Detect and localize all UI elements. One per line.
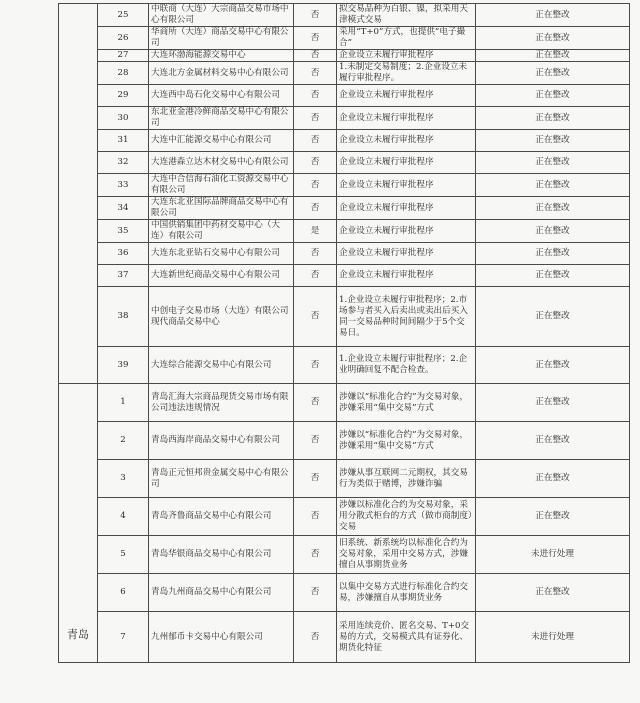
region-cell: 青岛	[59, 384, 98, 663]
issue-cell: 1.未制定交易制度；2.企业设立未履行审批程序。	[337, 62, 476, 85]
num-cell: 34	[98, 197, 149, 220]
flag-cell: 否	[294, 243, 337, 265]
status-cell: 正在整改	[476, 287, 630, 347]
status-cell: 正在整改	[476, 265, 630, 287]
num-cell: 3	[98, 460, 149, 498]
issue-cell: 企业设立未履行审批程序	[337, 85, 476, 107]
flag-cell: 否	[294, 422, 337, 460]
num-cell: 2	[98, 422, 149, 460]
flag-cell: 否	[294, 27, 337, 50]
name-cell: 九州郁币卡交易中心有限公司	[149, 612, 294, 663]
table-row	[59, 220, 630, 243]
status-cell: 正在整改	[476, 384, 630, 422]
name-cell: 大连中合信海石油化工资源交易中心有限公司	[149, 174, 294, 197]
name-cell: 中国供销集团中药材交易中心（大连）有限公司	[149, 220, 294, 243]
table-row	[59, 536, 630, 574]
flag-cell: 否	[294, 498, 337, 536]
num-cell: 26	[98, 27, 149, 50]
status-cell: 正在整改	[476, 422, 630, 460]
num-cell: 39	[98, 347, 149, 384]
table-row	[59, 243, 630, 265]
flag-cell: 否	[294, 152, 337, 174]
status-cell: 正在整改	[476, 498, 630, 536]
table-row	[59, 27, 630, 50]
status-cell: 正在整改	[476, 130, 630, 152]
num-cell: 31	[98, 130, 149, 152]
table-row	[59, 197, 630, 220]
issue-cell: 1.企业设立未履行审批程序；2.市场参与者买入后卖出或卖出后买入同一交易品种时间间隔少于5个交易日。	[337, 287, 476, 347]
num-cell: 35	[98, 220, 149, 243]
name-cell: 大连东北亚钻石交易中心有限公司	[149, 243, 294, 265]
table-row	[59, 152, 630, 174]
issue-cell: 企业设立未履行审批程序	[337, 174, 476, 197]
status-cell: 正在整改	[476, 347, 630, 384]
status-cell: 正在整改	[476, 460, 630, 498]
flag-cell: 否	[294, 107, 337, 130]
flag-cell: 是	[294, 220, 337, 243]
name-cell: 中联商（大连）大宗商品交易市场中心有限公司	[149, 4, 294, 27]
table-row	[59, 174, 630, 197]
flag-cell: 否	[294, 287, 337, 347]
issue-cell: 企业设立未履行审批程序	[337, 50, 476, 62]
exchange-rectification-table	[58, 3, 630, 663]
flag-cell: 否	[294, 612, 337, 663]
table-row	[59, 85, 630, 107]
num-cell: 30	[98, 107, 149, 130]
status-cell: 正在整改	[476, 174, 630, 197]
num-cell: 28	[98, 62, 149, 85]
issue-cell: 企业设立未履行审批程序	[337, 265, 476, 287]
status-cell: 正在整改	[476, 27, 630, 50]
num-cell: 27	[98, 50, 149, 62]
table-row	[59, 4, 630, 27]
flag-cell: 否	[294, 174, 337, 197]
name-cell: 青岛汇海大宗商品现货交易市场有限公司违法违规情况	[149, 384, 294, 422]
status-cell: 正在整改	[476, 220, 630, 243]
num-cell: 38	[98, 287, 149, 347]
issue-cell: 涉嫌从事互联网二元期权，其交易行为类似于赌博，涉嫌诈骗	[337, 460, 476, 498]
table-row	[59, 574, 630, 612]
table-row	[59, 62, 630, 85]
flag-cell: 否	[294, 384, 337, 422]
flag-cell: 否	[294, 62, 337, 85]
table-row	[59, 107, 630, 130]
flag-cell: 否	[294, 536, 337, 574]
issue-cell: 采用连续竞价、匿名交易、T+0交易的方式，交易模式具有证券化、期货化特征	[337, 612, 476, 663]
name-cell: 大连北方金属材料交易中心有限公司	[149, 62, 294, 85]
status-cell: 正在整改	[476, 197, 630, 220]
issue-cell: 企业设立未履行审批程序	[337, 243, 476, 265]
num-cell: 5	[98, 536, 149, 574]
name-cell: 大连东北亚国际品牌商品交易中心有限公司	[149, 197, 294, 220]
name-cell: 青岛西海岸商品交易中心有限公司	[149, 422, 294, 460]
name-cell: 大连环渤海能源交易中心	[149, 50, 294, 62]
name-cell: 东北亚金港冷鲜商品交易中心有限公司	[149, 107, 294, 130]
flag-cell: 否	[294, 197, 337, 220]
issue-cell: 1.企业设立未履行审批程序；2.企业明确回复不配合检查。	[337, 347, 476, 384]
table-row	[59, 287, 630, 347]
issue-cell: 企业设立未履行审批程序	[337, 130, 476, 152]
status-cell: 正在整改	[476, 152, 630, 174]
flag-cell: 否	[294, 50, 337, 62]
name-cell: 青岛九州商品交易中心有限公司	[149, 574, 294, 612]
status-cell: 未进行处理	[476, 536, 630, 574]
table-row	[59, 384, 630, 422]
issue-cell: 旧系统、新系统均以标准化合约为交易对象，采用中交易方式，涉嫌擅自从事期货业务	[337, 536, 476, 574]
table-row	[59, 422, 630, 460]
issue-cell: 以集中交易方式进行标准化合约交易，涉嫌擅自从事期货业务	[337, 574, 476, 612]
table-row	[59, 265, 630, 287]
issue-cell: 企业设立未履行审批程序	[337, 197, 476, 220]
name-cell: 大连西中岛石化交易中心有限公司	[149, 85, 294, 107]
num-cell: 25	[98, 4, 149, 27]
flag-cell: 否	[294, 85, 337, 107]
num-cell: 1	[98, 384, 149, 422]
table-row	[59, 498, 630, 536]
issue-cell: 拟交易品种为白银、镍，拟采用天津模式交易	[337, 4, 476, 27]
name-cell: 大连新世纪商品交易中心有限公司	[149, 265, 294, 287]
region-cell	[59, 4, 98, 384]
issue-cell: 采用“T+0”方式，也提供“电子撮合”	[337, 27, 476, 50]
issue-cell: 涉嫌以“标准化合约”为交易对象，涉嫌采用“集中交易”方式	[337, 422, 476, 460]
flag-cell: 否	[294, 265, 337, 287]
num-cell: 37	[98, 265, 149, 287]
issue-cell: 企业设立未履行审批程序	[337, 152, 476, 174]
num-cell: 6	[98, 574, 149, 612]
table-row	[59, 50, 630, 62]
name-cell: 青岛正元恒邦贵金属交易中心有限公司	[149, 460, 294, 498]
name-cell: 中创电子交易市场（大连）有限公司现代商品交易中心	[149, 287, 294, 347]
num-cell: 32	[98, 152, 149, 174]
table-row	[59, 612, 630, 663]
status-cell: 正在整改	[476, 243, 630, 265]
name-cell: 青岛华银商品交易中心有限公司	[149, 536, 294, 574]
name-cell: 大连中汇能源交易中心有限公司	[149, 130, 294, 152]
name-cell: 华商所（大连）商品交易中心有限公司	[149, 27, 294, 50]
issue-cell: 涉嫌以“标准化合约”为交易对象，涉嫌采用“集中交易”方式	[337, 384, 476, 422]
table-row	[59, 347, 630, 384]
flag-cell: 否	[294, 130, 337, 152]
status-cell: 正在整改	[476, 62, 630, 85]
issue-cell: 企业设立未履行审批程序	[337, 107, 476, 130]
name-cell: 青岛齐鲁商品交易中心有限公司	[149, 498, 294, 536]
num-cell: 33	[98, 174, 149, 197]
status-cell: 未进行处理	[476, 612, 630, 663]
status-cell: 正在整改	[476, 50, 630, 62]
name-cell: 大连综合能源交易中心有限公司	[149, 347, 294, 384]
flag-cell: 否	[294, 4, 337, 27]
table-row	[59, 460, 630, 498]
num-cell: 4	[98, 498, 149, 536]
flag-cell: 否	[294, 574, 337, 612]
status-cell: 正在整改	[476, 574, 630, 612]
num-cell: 36	[98, 243, 149, 265]
name-cell: 大连港森立达木材交易中心有限公司	[149, 152, 294, 174]
flag-cell: 否	[294, 460, 337, 498]
status-cell: 正在整改	[476, 85, 630, 107]
status-cell: 正在整改	[476, 4, 630, 27]
status-cell: 正在整改	[476, 107, 630, 130]
issue-cell: 涉嫌以标准化合约为交易对象，采用分散式柜台的方式（做市商制度）交易	[337, 498, 476, 536]
table-row	[59, 130, 630, 152]
flag-cell: 否	[294, 347, 337, 384]
num-cell: 7	[98, 612, 149, 663]
issue-cell: 企业设立未履行审批程序	[337, 220, 476, 243]
num-cell: 29	[98, 85, 149, 107]
